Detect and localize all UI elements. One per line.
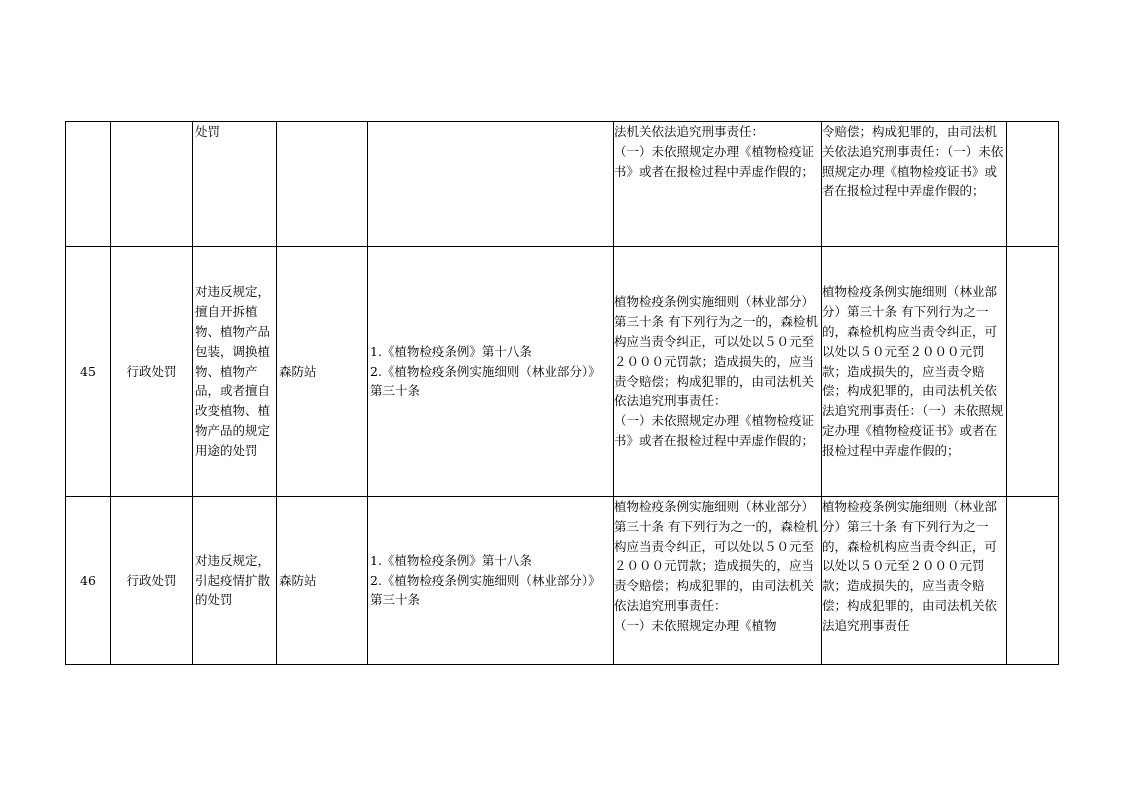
regulation-table <box>65 121 1059 665</box>
row-item-name: 对违反规定，擅自开拆植物、植物产品包装，调换植物、植物产品，或者擅自改变植物、植物产品的规定用途的处罚 <box>195 284 271 458</box>
row-legal-basis-cell <box>368 247 614 497</box>
row-provision-b-cell <box>822 497 1007 665</box>
row-unit-cell <box>277 122 368 247</box>
row-legal-basis: 1.《植物检疫条例》第十八条 2.《植物检疫条例实施细则（林业部分）》第三十条 <box>370 343 601 399</box>
table-row <box>66 247 1059 497</box>
row-category-cell <box>111 122 193 247</box>
row-provision-b-cell <box>822 122 1007 247</box>
row-item-name-cell <box>193 247 277 497</box>
row-unit-cell <box>277 497 368 665</box>
row-unit: 森防站 <box>279 363 317 379</box>
row-provision-a-cell <box>614 497 822 665</box>
row-unit: 森防站 <box>279 572 317 588</box>
row-category-cell <box>111 247 193 497</box>
row-seq: 45 <box>80 363 96 379</box>
row-legal-basis: 1.《植物检疫条例》第十八条 2.《植物检疫条例实施细则（林业部分）》第三十条 <box>370 552 601 608</box>
row-provision-a-cell <box>614 247 822 497</box>
row-category-cell <box>111 497 193 665</box>
table-row <box>66 122 1059 247</box>
table-row <box>66 497 1059 665</box>
row-seq-cell <box>66 497 111 665</box>
row-category: 行政处罚 <box>126 572 177 588</box>
row-provision-a: 植物检疫条例实施细则（林业部分）第三十条 有下列行为之一的，森检机构应当责令纠正，可以处以５０元至２０００元罚款；造成损失的，应当责令赔偿；构成犯罪的，由司法机关依法追究刑事责任： （一）未依照规定办理《植物 <box>614 499 818 633</box>
row-seq: 46 <box>80 572 96 588</box>
row-category: 行政处罚 <box>126 363 177 379</box>
row-provision-b: 植物检疫条例实施细则（林业部分）第三十条 有下列行为之一的，森检机构应当责令纠正，可以处以５０元至２０００元罚款；造成损失的，应当责令赔偿；构成犯罪的，由司法机关依法追究刑事责任：（一）未依照规定办理《植物检疫证书》或者在报检过程中弄虚作假的； <box>822 284 1004 458</box>
row-item-name: 对违反规定，引起疫情扩散的处罚 <box>195 552 271 608</box>
row-seq-cell <box>66 122 111 247</box>
row-provision-b: 令赔偿；构成犯罪的，由司法机关依法追究刑事责任：（一）未依照规定办理《植物检疫证书》或者在报检过程中弄虚作假的； <box>822 124 1004 199</box>
row-remark-cell <box>1007 247 1059 497</box>
row-remark-cell <box>1007 497 1059 665</box>
row-legal-basis-cell <box>368 497 614 665</box>
row-item-name: 处罚 <box>195 124 221 139</box>
row-provision-a: 植物检疫条例实施细则（林业部分）第三十条 有下列行为之一的，森检机构应当责令纠正，可以处以５０元至２０００元罚款；造成损失的，应当责令赔偿；构成犯罪的，由司法机关依法追究刑事责任： （一）未依照规定办理《植物检疫证书》或者在报检过程中弄虚作假的； <box>614 294 818 448</box>
row-provision-b: 植物检疫条例实施细则（林业部分）第三十条 有下列行为之一的，森检机构应当责令纠正，可以处以５０元至２０００元罚款；造成损失的，应当责令赔偿；构成犯罪的，由司法机关依法追究刑事责任 <box>822 499 998 633</box>
row-item-name-cell <box>193 122 277 247</box>
row-provision-a: 法机关依法追究刑事责任： （一）未依照规定办理《植物检疫证书》或者在报检过程中弄虚作假的； <box>614 124 815 179</box>
row-seq-cell <box>66 247 111 497</box>
row-legal-basis-cell <box>368 122 614 247</box>
row-provision-b-cell <box>822 247 1007 497</box>
row-item-name-cell <box>193 497 277 665</box>
row-provision-a-cell <box>614 122 822 247</box>
row-unit-cell <box>277 247 368 497</box>
row-remark-cell <box>1007 122 1059 247</box>
